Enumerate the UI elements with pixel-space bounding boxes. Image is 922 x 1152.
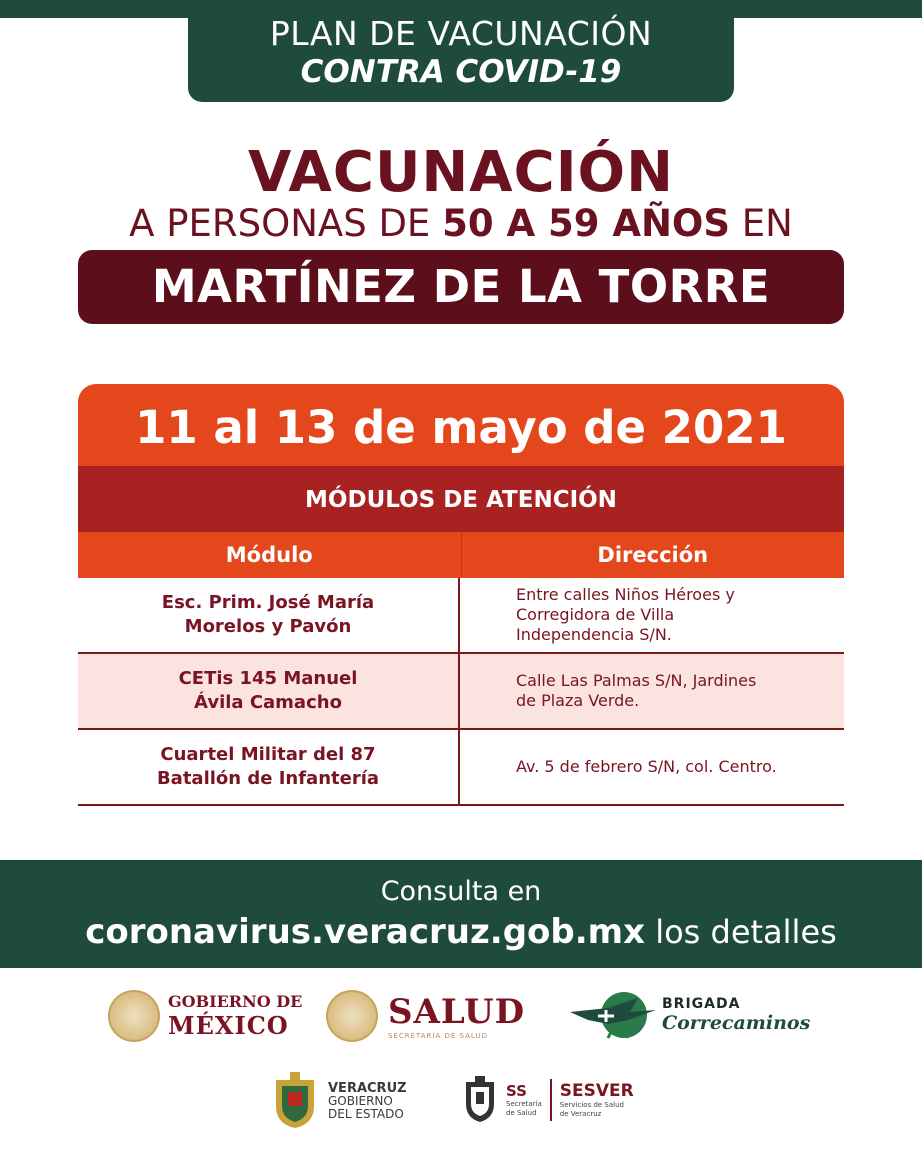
logo-text: SECRETARÍA DE SALUD bbox=[388, 1032, 488, 1040]
veracruz-logo bbox=[272, 1072, 407, 1130]
modules-title: MÓDULOS DE ATENCIÓN bbox=[78, 466, 844, 532]
logo-text: SALUD bbox=[388, 992, 526, 1032]
table-header bbox=[78, 532, 844, 578]
column-address: Dirección bbox=[597, 543, 709, 567]
age-range: 50 A 59 AÑOS bbox=[442, 202, 731, 245]
logo-text: Secretaría bbox=[506, 1100, 542, 1108]
headline-subtitle bbox=[0, 202, 922, 245]
logo-text: Correcaminos bbox=[662, 1012, 811, 1034]
logo-text: de Salud bbox=[506, 1109, 537, 1117]
logo-text: GOBIERNO DE bbox=[168, 992, 303, 1011]
plan-banner bbox=[188, 0, 734, 102]
logo-text: MÉXICO bbox=[168, 1011, 289, 1040]
address-cell: Av. 5 de febrero S/N, col. Centro. bbox=[516, 757, 777, 776]
salud-logo bbox=[326, 990, 525, 1042]
logo-text: SS bbox=[506, 1082, 527, 1100]
date-range: 11 al 13 de mayo de 2021 bbox=[78, 384, 844, 466]
logo-text: BRIGADA bbox=[662, 996, 741, 1012]
logo-text: Servicios de Salud bbox=[559, 1101, 624, 1109]
plan-title: PLAN DE VACUNACIÓN bbox=[269, 14, 653, 53]
headline-title: VACUNACIÓN bbox=[247, 140, 675, 205]
logo-text: de Veracruz bbox=[559, 1110, 602, 1118]
consult-suffix: los detalles bbox=[645, 913, 837, 951]
consult-band bbox=[0, 860, 922, 968]
roadrunner-icon bbox=[568, 990, 660, 1040]
consult-label: Consulta en bbox=[380, 876, 542, 907]
plan-subtitle: CONTRA COVID-19 bbox=[300, 54, 622, 90]
consult-line bbox=[0, 912, 922, 952]
mexico-seal-icon bbox=[326, 990, 378, 1042]
brigada-logo bbox=[568, 990, 810, 1040]
logo-text: GOBIERNO bbox=[328, 1093, 393, 1108]
logo-text: SESVER bbox=[559, 1081, 634, 1101]
veracruz-crest-icon bbox=[460, 1076, 500, 1124]
logo-text: VERACRUZ bbox=[328, 1080, 407, 1096]
address-cell: Calle Las Palmas S/N, Jardines de Plaza Verde. bbox=[516, 671, 757, 710]
table-row bbox=[78, 654, 844, 730]
veracruz-crest-icon bbox=[272, 1072, 318, 1130]
module-cell: Cuartel Militar del 87 Batallón de Infantería bbox=[78, 730, 460, 804]
logo-divider bbox=[550, 1079, 552, 1121]
column-module: Módulo bbox=[78, 532, 462, 578]
logo-text: DEL ESTADO bbox=[328, 1106, 404, 1121]
ss-sesver-logo bbox=[460, 1076, 634, 1124]
schedule-card bbox=[78, 384, 844, 806]
table-row bbox=[78, 578, 844, 654]
website-link[interactable]: coronavirus.veracruz.gob.mx bbox=[85, 912, 646, 952]
gobierno-mexico-logo bbox=[108, 990, 302, 1042]
subtitle-suffix: EN bbox=[730, 202, 793, 245]
module-cell: Esc. Prim. José María Morelos y Pavón bbox=[78, 578, 460, 652]
address-cell: Entre calles Niños Héroes y Corregidora de Villa Independencia S/N. bbox=[516, 585, 735, 644]
subtitle-prefix: A PERSONAS DE bbox=[129, 202, 443, 245]
table-row bbox=[78, 730, 844, 806]
city-name: MARTÍNEZ DE LA TORRE bbox=[78, 250, 844, 324]
mexico-seal-icon bbox=[108, 990, 160, 1042]
module-cell: CETis 145 Manuel Ávila Camacho bbox=[78, 654, 460, 728]
